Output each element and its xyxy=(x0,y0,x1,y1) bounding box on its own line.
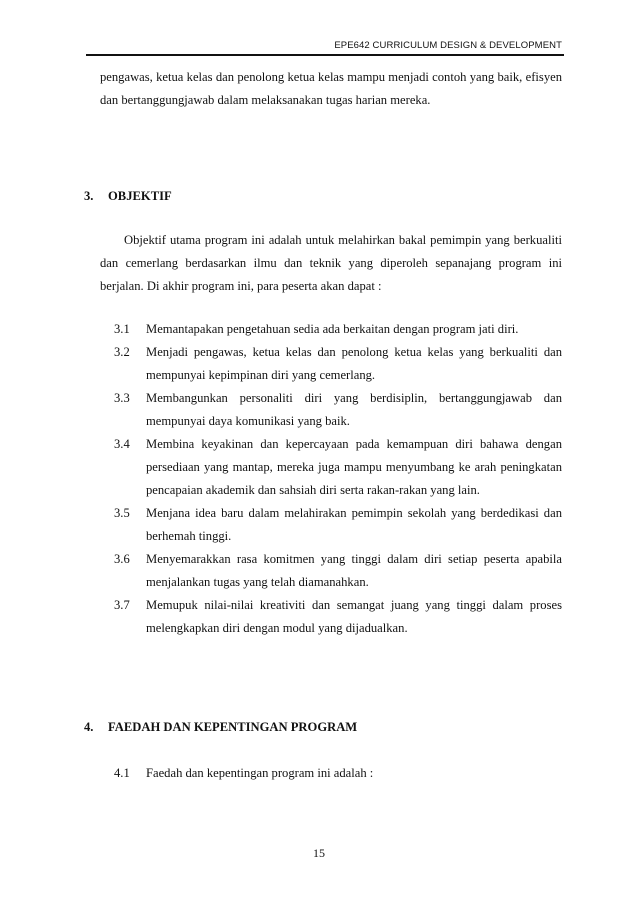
item-number: 3.3 xyxy=(114,391,130,405)
list-item xyxy=(114,762,562,785)
list-item xyxy=(114,387,562,433)
item-text: Memupuk nilai-nilai kreativiti dan semangat juang yang tinggi dalam proses melengkapkan diri dengan modul yang dijadualkan. xyxy=(146,598,562,635)
header-rule xyxy=(86,54,564,56)
item-number: 3.2 xyxy=(114,345,130,359)
section-3-number: 3. xyxy=(84,189,94,203)
item-number: 4.1 xyxy=(114,766,130,780)
item-number: 3.7 xyxy=(114,598,130,612)
item-number: 3.1 xyxy=(114,322,130,336)
item-text: Menjana idea baru dalam melahirakan pemimpin sekolah yang berdedikasi dan berhemah tinggi. xyxy=(146,506,562,543)
item-text: Menjadi pengawas, ketua kelas dan penolong ketua kelas yang berkualiti dan mempunyai kepimpinan diri yang cemerlang. xyxy=(146,345,562,382)
item-text: Faedah dan kepentingan program ini adalah : xyxy=(146,766,374,780)
item-text: Menyemarakkan rasa komitmen yang tinggi dalam diri setiap peserta apabila menjalankan tugas yang telah diamanahkan. xyxy=(146,552,562,589)
section-4-number: 4. xyxy=(84,720,94,734)
section-4-list xyxy=(114,762,562,785)
list-item xyxy=(114,318,562,341)
section-3-objective-list xyxy=(114,318,562,640)
page-number: 15 xyxy=(313,846,325,860)
item-text: Membangunkan personaliti diri yang berdisiplin, bertanggungjawab dan mempunyai daya komunikasi yang baik. xyxy=(146,391,562,428)
section-3-paragraph: Objektif utama program ini adalah untuk melahirkan bakal pemimpin yang berkualiti dan cemerlang berdasarkan ilmu dan teknik yang diperoleh sepanajang program ini berjalan. Di akhir program ini, para peserta akan dapat : xyxy=(100,233,562,293)
item-text: Memantapakan pengetahuan sedia ada berkaitan dengan program jati diri. xyxy=(146,322,519,336)
item-number: 3.5 xyxy=(114,506,130,520)
section-3-heading xyxy=(84,189,172,204)
item-text: Membina keyakinan dan kepercayaan pada kemampuan diri bahawa dengan persediaan yang mantap, mereka juga mampu menyumbang ke arah peningkatan pencapaian akademik dan sahsiah diri serta rakan-rakan yang lain. xyxy=(146,437,562,497)
section-4-heading xyxy=(84,720,357,735)
page-header: EPE642 CURRICULUM DESIGN & DEVELOPMENT xyxy=(334,40,562,51)
list-item xyxy=(114,594,562,640)
list-item xyxy=(114,341,562,387)
item-number: 3.6 xyxy=(114,552,130,566)
section-4-title: FAEDAH DAN KEPENTINGAN PROGRAM xyxy=(108,720,358,734)
intro-paragraph: pengawas, ketua kelas dan penolong ketua kelas mampu menjadi contoh yang baik, efisyen dan bertanggungjawab dalam melaksanakan tugas harian mereka. xyxy=(100,70,562,107)
list-item xyxy=(114,433,562,502)
section-3-title: OBJEKTIF xyxy=(108,189,172,203)
list-item xyxy=(114,548,562,594)
list-item xyxy=(114,502,562,548)
item-number: 3.4 xyxy=(114,437,130,451)
